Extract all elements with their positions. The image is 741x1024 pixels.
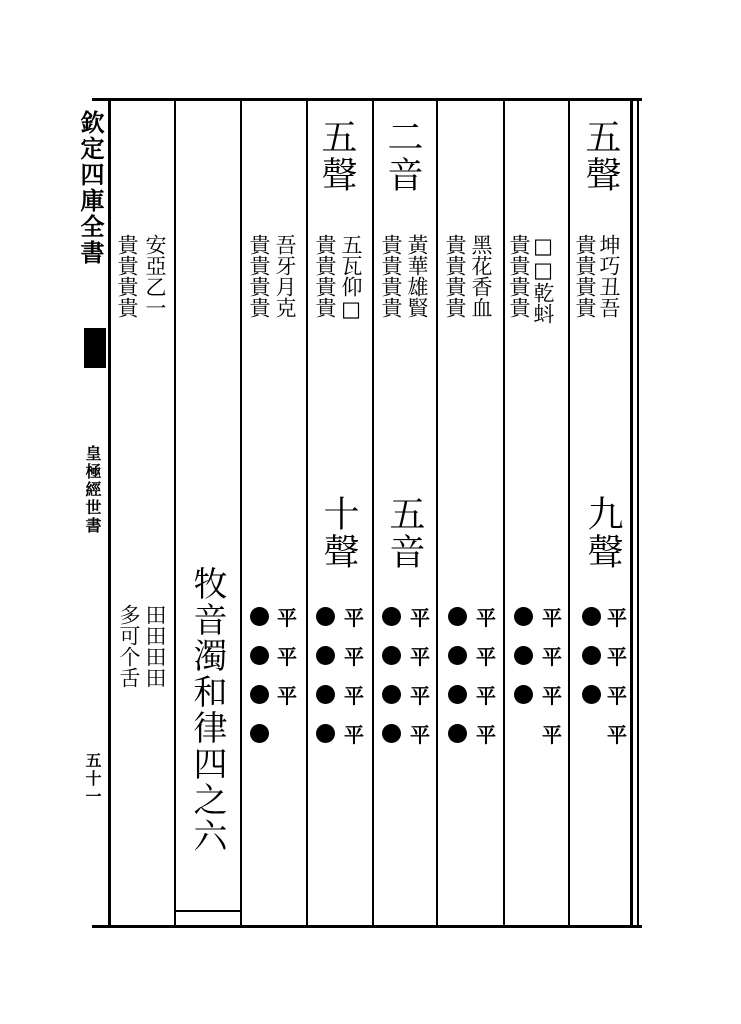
filled-circle-mark — [448, 724, 467, 743]
col6-row-chars: 吾牙月克 — [273, 234, 297, 318]
col7-lower-row-1: 田田田田 — [143, 604, 167, 688]
tone-mark: 平 — [542, 683, 562, 708]
col5-row-grades: 貴貴貴貴 — [313, 234, 337, 318]
tone-mark: 平 — [410, 644, 430, 669]
col1-heading: 五聲 — [580, 118, 621, 194]
col6-circle-marks — [248, 604, 270, 745]
section-heading: 牧音濁和律四之六 — [187, 566, 227, 854]
column-divider — [306, 98, 308, 928]
col5-heading: 五聲 — [316, 118, 357, 194]
tone-mark: 平 — [542, 644, 562, 669]
filled-circle-mark — [582, 646, 601, 665]
col4-row-grades: 貴貴貴貴 — [379, 234, 403, 318]
filled-circle-mark — [250, 685, 269, 704]
tone-mark: 平 — [607, 605, 627, 630]
col2-circle-marks — [512, 604, 534, 706]
col1-row-grades: 貴貴貴貴 — [573, 234, 597, 318]
col2-row-grades: 貴貴貴貴 — [507, 234, 531, 318]
filled-circle-mark — [514, 646, 533, 665]
frame-right-rule — [630, 98, 633, 928]
col5-row-chars: 五瓦仰□ — [339, 234, 363, 321]
column-divider — [372, 98, 374, 928]
tone-mark: 平 — [607, 644, 627, 669]
col3-circle-marks — [446, 604, 468, 745]
col5-tone-marks — [343, 604, 365, 745]
col7-row-chars: 安亞乙一 — [143, 234, 167, 318]
tone-mark: 平 — [542, 722, 562, 747]
filled-circle-mark — [448, 685, 467, 704]
col4-heading: 二音 — [382, 118, 423, 194]
filled-circle-mark — [316, 724, 335, 743]
tone-mark: 平 — [476, 605, 496, 630]
tone-mark: 平 — [542, 605, 562, 630]
column-divider — [568, 98, 570, 928]
filled-circle-mark — [250, 607, 269, 626]
col1-row-chars: 坤巧丑吾 — [597, 234, 621, 318]
column-divider — [240, 98, 242, 928]
col4-foot-label: 五音 — [384, 495, 425, 571]
filled-circle-mark — [382, 646, 401, 665]
tone-mark: 平 — [410, 605, 430, 630]
spine-section-title: 皇極經世書 — [83, 445, 102, 535]
frame-right-outer-rule — [637, 98, 639, 928]
tone-mark: 平 — [344, 605, 364, 630]
column-divider — [174, 98, 176, 928]
tone-mark: 平 — [607, 683, 627, 708]
col5-foot-label: 十聲 — [318, 495, 359, 571]
tone-mark: 平 — [277, 605, 297, 630]
col4-tone-marks — [409, 604, 431, 745]
col3-row-grades: 貴貴貴貴 — [443, 234, 467, 318]
filled-circle-mark — [382, 724, 401, 743]
frame-left-rule — [108, 98, 111, 928]
col6-row-grades: 貴貴貴貴 — [247, 234, 271, 318]
tone-mark: 平 — [410, 722, 430, 747]
col1-tone-marks — [606, 604, 628, 745]
tone-mark: 平 — [476, 683, 496, 708]
filled-circle-mark — [316, 607, 335, 626]
title-box-bottom — [174, 910, 241, 912]
tone-mark: 平 — [344, 644, 364, 669]
tone-mark: 平 — [277, 683, 297, 708]
tone-mark: 平 — [476, 644, 496, 669]
column-divider — [436, 98, 438, 928]
col7-row-grades: 貴貴貴貴 — [115, 234, 139, 318]
spine-page-number: 五十一 — [83, 752, 102, 806]
tone-mark: 平 — [410, 683, 430, 708]
col1-circle-marks — [580, 604, 602, 706]
column-divider — [503, 98, 505, 928]
filled-circle-mark — [250, 646, 269, 665]
tone-mark: 平 — [476, 722, 496, 747]
filled-circle-mark — [250, 724, 269, 743]
col2-tone-marks — [541, 604, 563, 745]
tone-mark: 平 — [277, 644, 297, 669]
tone-mark: 平 — [344, 683, 364, 708]
filled-circle-mark — [514, 607, 533, 626]
filled-circle-mark — [316, 646, 335, 665]
filled-circle-mark — [382, 607, 401, 626]
filled-circle-mark — [582, 685, 601, 704]
tone-mark: 平 — [344, 722, 364, 747]
col5-circle-marks — [314, 604, 336, 745]
col1-foot-label: 九聲 — [582, 495, 623, 571]
col4-circle-marks — [380, 604, 402, 745]
col7-lower-row-2: 多可个舌 — [117, 604, 141, 688]
filled-circle-mark — [514, 685, 533, 704]
filled-circle-mark — [448, 607, 467, 626]
spine-block — [84, 328, 106, 368]
filled-circle-mark — [382, 685, 401, 704]
col3-tone-marks — [475, 604, 497, 745]
filled-circle-mark — [316, 685, 335, 704]
spine-book-title: 欽定四庫全書 — [76, 110, 105, 266]
col3-row-chars: 黑花香血 — [469, 234, 493, 318]
filled-circle-mark — [448, 646, 467, 665]
filled-circle-mark — [582, 607, 601, 626]
col2-row-chars: □□乾蚪 — [531, 234, 555, 324]
tone-mark: 平 — [607, 722, 627, 747]
col6-tone-marks — [276, 604, 298, 706]
col4-row-chars: 黃華雄賢 — [405, 234, 429, 318]
